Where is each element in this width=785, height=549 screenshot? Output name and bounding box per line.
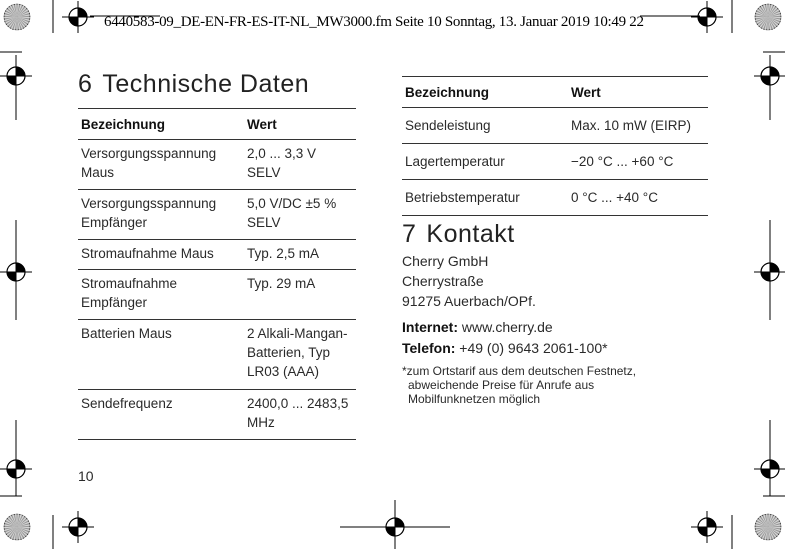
table-cell: Stromaufnahme Empfänger [78,270,244,320]
table-row [78,270,356,320]
table-cell: 0 °C ... +40 °C [568,180,708,216]
table-cell: −20 °C ... +60 °C [568,144,708,180]
table-cell: Batterien Maus [78,320,244,390]
table-cell: Sendeleistung [402,108,568,144]
table-row [78,140,356,190]
table-cell: Sendefrequenz [78,390,244,440]
star-target-icon [755,514,781,540]
table-cell: Typ. 29 mA [244,270,356,320]
star-target-icon [4,514,30,540]
table-row [78,320,356,390]
footnote: *zum Ortstarif aus dem deutschen Festnetz, abweichende Preise für Anrufe aus Mobilfunknetzen möglich [402,364,637,406]
table-cell: Max. 10 mW (EIRP) [568,108,708,144]
crosshair-icon [62,511,94,543]
column-header: Bezeichnung [402,77,568,108]
section-7-heading: 7 Kontakt [402,220,515,248]
crosshair-icon [62,1,94,33]
table-cell: Typ. 2,5 mA [244,240,356,270]
column-header: Bezeichnung [78,109,244,140]
table-row [402,108,708,144]
section-6-heading: 6 Technische Daten [78,70,310,98]
table-cell: 2,0 ... 3,3 V SELV [244,140,356,190]
tech-data-table-1 [78,108,356,440]
table-cell: 2 Alkali-Mangan-Batterien, Typ LR03 (AAA) [244,320,356,390]
company-name: Cherry GmbH [402,253,489,269]
column-header: Wert [568,77,708,108]
table-cell: Lagertemperatur [402,144,568,180]
website-link[interactable]: www.cherry.de [461,319,553,335]
table-row [78,190,356,240]
table-cell: 2400,0 ... 2483,5 MHz [244,390,356,440]
table-cell: Stromaufnahme Maus [78,240,244,270]
star-target-icon [4,4,30,30]
city: 91275 Auerbach/OPf. [402,293,536,309]
crosshair-icon [691,1,723,33]
table-row [402,144,708,180]
table-row [78,390,356,440]
file-slug: 6440583-09_DE-EN-FR-ES-IT-NL_MW3000.fm Seite 10 Sonntag, 13. Januar 2019 10:49 22 [104,14,644,30]
table-row [402,180,708,216]
star-target-icon [755,4,781,30]
table-row [78,240,356,270]
contact-block [402,251,608,358]
column-header: Wert [244,109,356,140]
street: Cherrystraße [402,273,484,289]
table-cell: Betriebstemperatur [402,180,568,216]
internet-label: Internet: [402,319,458,335]
page-number: 10 [78,468,94,484]
tech-data-table-2 [402,76,708,216]
table-cell: Versorgungsspannung Maus [78,140,244,190]
phone-number: +49 (0) 9643 2061-100* [459,340,608,356]
phone-label: Telefon: [402,340,456,356]
table-cell: Versorgungsspannung Empfänger [78,190,244,240]
table-cell: 5,0 V/DC ±5 % SELV [244,190,356,240]
crosshair-icon [691,511,723,543]
